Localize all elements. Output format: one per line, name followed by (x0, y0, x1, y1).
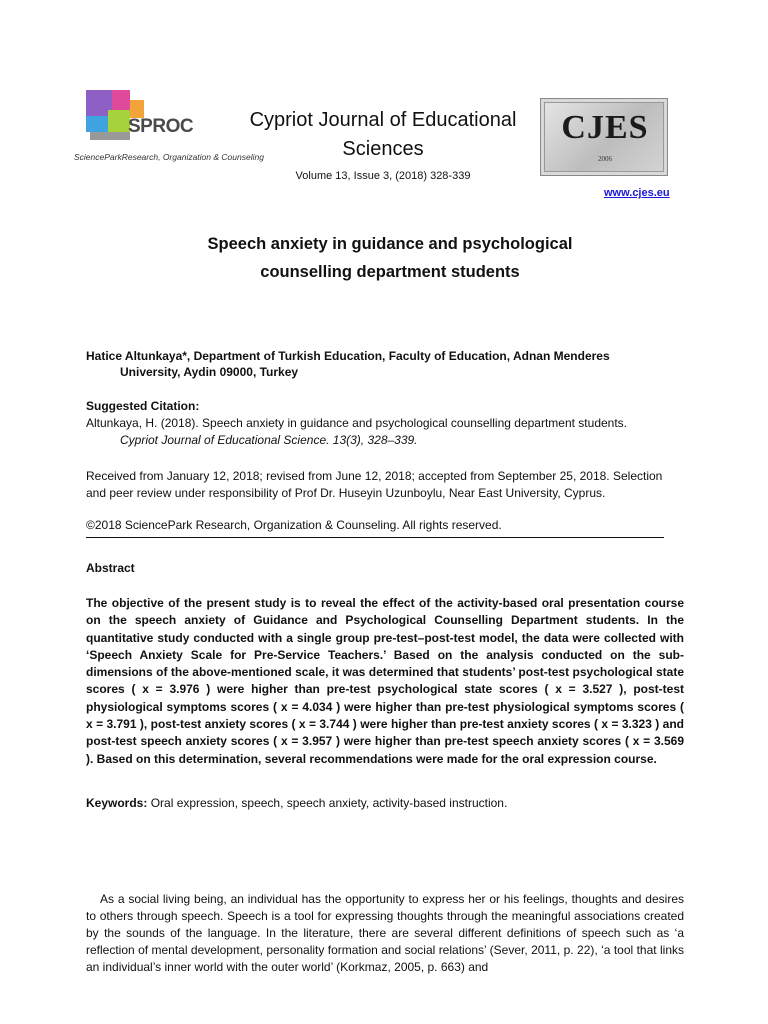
volume-info: Volume 13, Issue 3, (2018) 328-339 (295, 170, 471, 182)
copyright-notice: ©2018 SciencePark Research, Organization & Counseling. All rights reserved. (86, 518, 502, 532)
journal-website-link[interactable]: www.cjes.eu (604, 187, 670, 199)
cjes-logo-text: CJES (561, 109, 649, 146)
logo-square-green (108, 110, 130, 132)
logo-subtitle: ScienceParkResearch, Organization & Counseling (74, 152, 264, 162)
header-divider (86, 537, 664, 538)
abstract-heading: Abstract (86, 561, 135, 575)
abstract-text: The objective of the present study is to reveal the effect of the activity-based oral presentation course on the speech anxiety of Guidance and Psychological Counselling Department students. In the quantitative study conducted with a single group pre-test–post-test model, the data were collected with ‘Speech Anxiety Scale for Pre-Service Teachers.’ Based on the analysis conducted on the sub-dimensions of the above-mentioned scale, it was determined that students’ post-test psychological state scores ( x = 3.976 ) were higher than pre-test psychological state scores ( x = 3.527 ), post-test physiological symptoms scores ( x = 4.034 ) were higher than pre-test physiological symptoms scores ( x = 3.791 ), post-test anxiety scores ( x = 3.744 ) were higher than pre-test anxiety scores ( x = 3.323 ) and post-test speech anxiety scores ( x = 3.957 ) were higher than pre-test speech anxiety scores ( x = 3.569 ). Based on this determination, several recommendations were made for the oral expression course. (86, 596, 684, 766)
keywords-label: Keywords: (86, 796, 148, 810)
journal-title-line2: Sciences (342, 138, 424, 160)
logo-square-pink (112, 90, 130, 110)
paper-title-line2: counselling department students (260, 263, 520, 281)
author-affiliation: University, Aydin 09000, Turkey (120, 365, 299, 379)
body-paragraph: As a social living being, an individual has the opportunity to express her or his feelings, thoughts and desires to others through speech. Speech is a tool for expressing thoughts through the meaningful associations created by the sounds of the language. In the literature, there are several different definitions of speech such as ‘a reflection of mental development, personality formation and social relations’ (Sever, 2011, p. 22), ‘a tool that links an individual’s inner world with the outer world’ (Korkmaz, 2005, p. 663) and (86, 892, 684, 974)
journal-title-line1: Cypriot Journal of Educational (249, 109, 517, 131)
keywords (86, 796, 684, 810)
journal-title (228, 106, 538, 164)
paper-title-line1: Speech anxiety in guidance and psychological (207, 235, 573, 253)
author-line: Hatice Altunkaya*, Department of Turkish Education, Faculty of Education, Adnan Menderes (86, 349, 610, 363)
citation-line: Altunkaya, H. (2018). Speech anxiety in guidance and psychological counselling department students. (86, 416, 628, 430)
keywords-text: Oral expression, speech, speech anxiety, activity-based instruction. (147, 796, 508, 810)
logo-bar-gray (90, 132, 130, 140)
logo-wordmark: SPROC (128, 116, 194, 137)
suggested-citation-label: Suggested Citation: (86, 399, 200, 413)
cjes-logo-year: 2006 (598, 155, 612, 163)
paper-title (180, 230, 600, 286)
logo-square-blue (86, 116, 108, 132)
received-dates: Received from January 12, 2018; revised from June 12, 2018; accepted from September 25, 2018. Selection and peer review under responsibility of Prof Dr. Huseyin Uzunboylu, Near East University, Cyprus. (86, 469, 663, 500)
citation-source: Cypriot Journal of Educational Science. 13(3), 328–339. (120, 433, 418, 447)
cjes-logo (540, 98, 668, 176)
